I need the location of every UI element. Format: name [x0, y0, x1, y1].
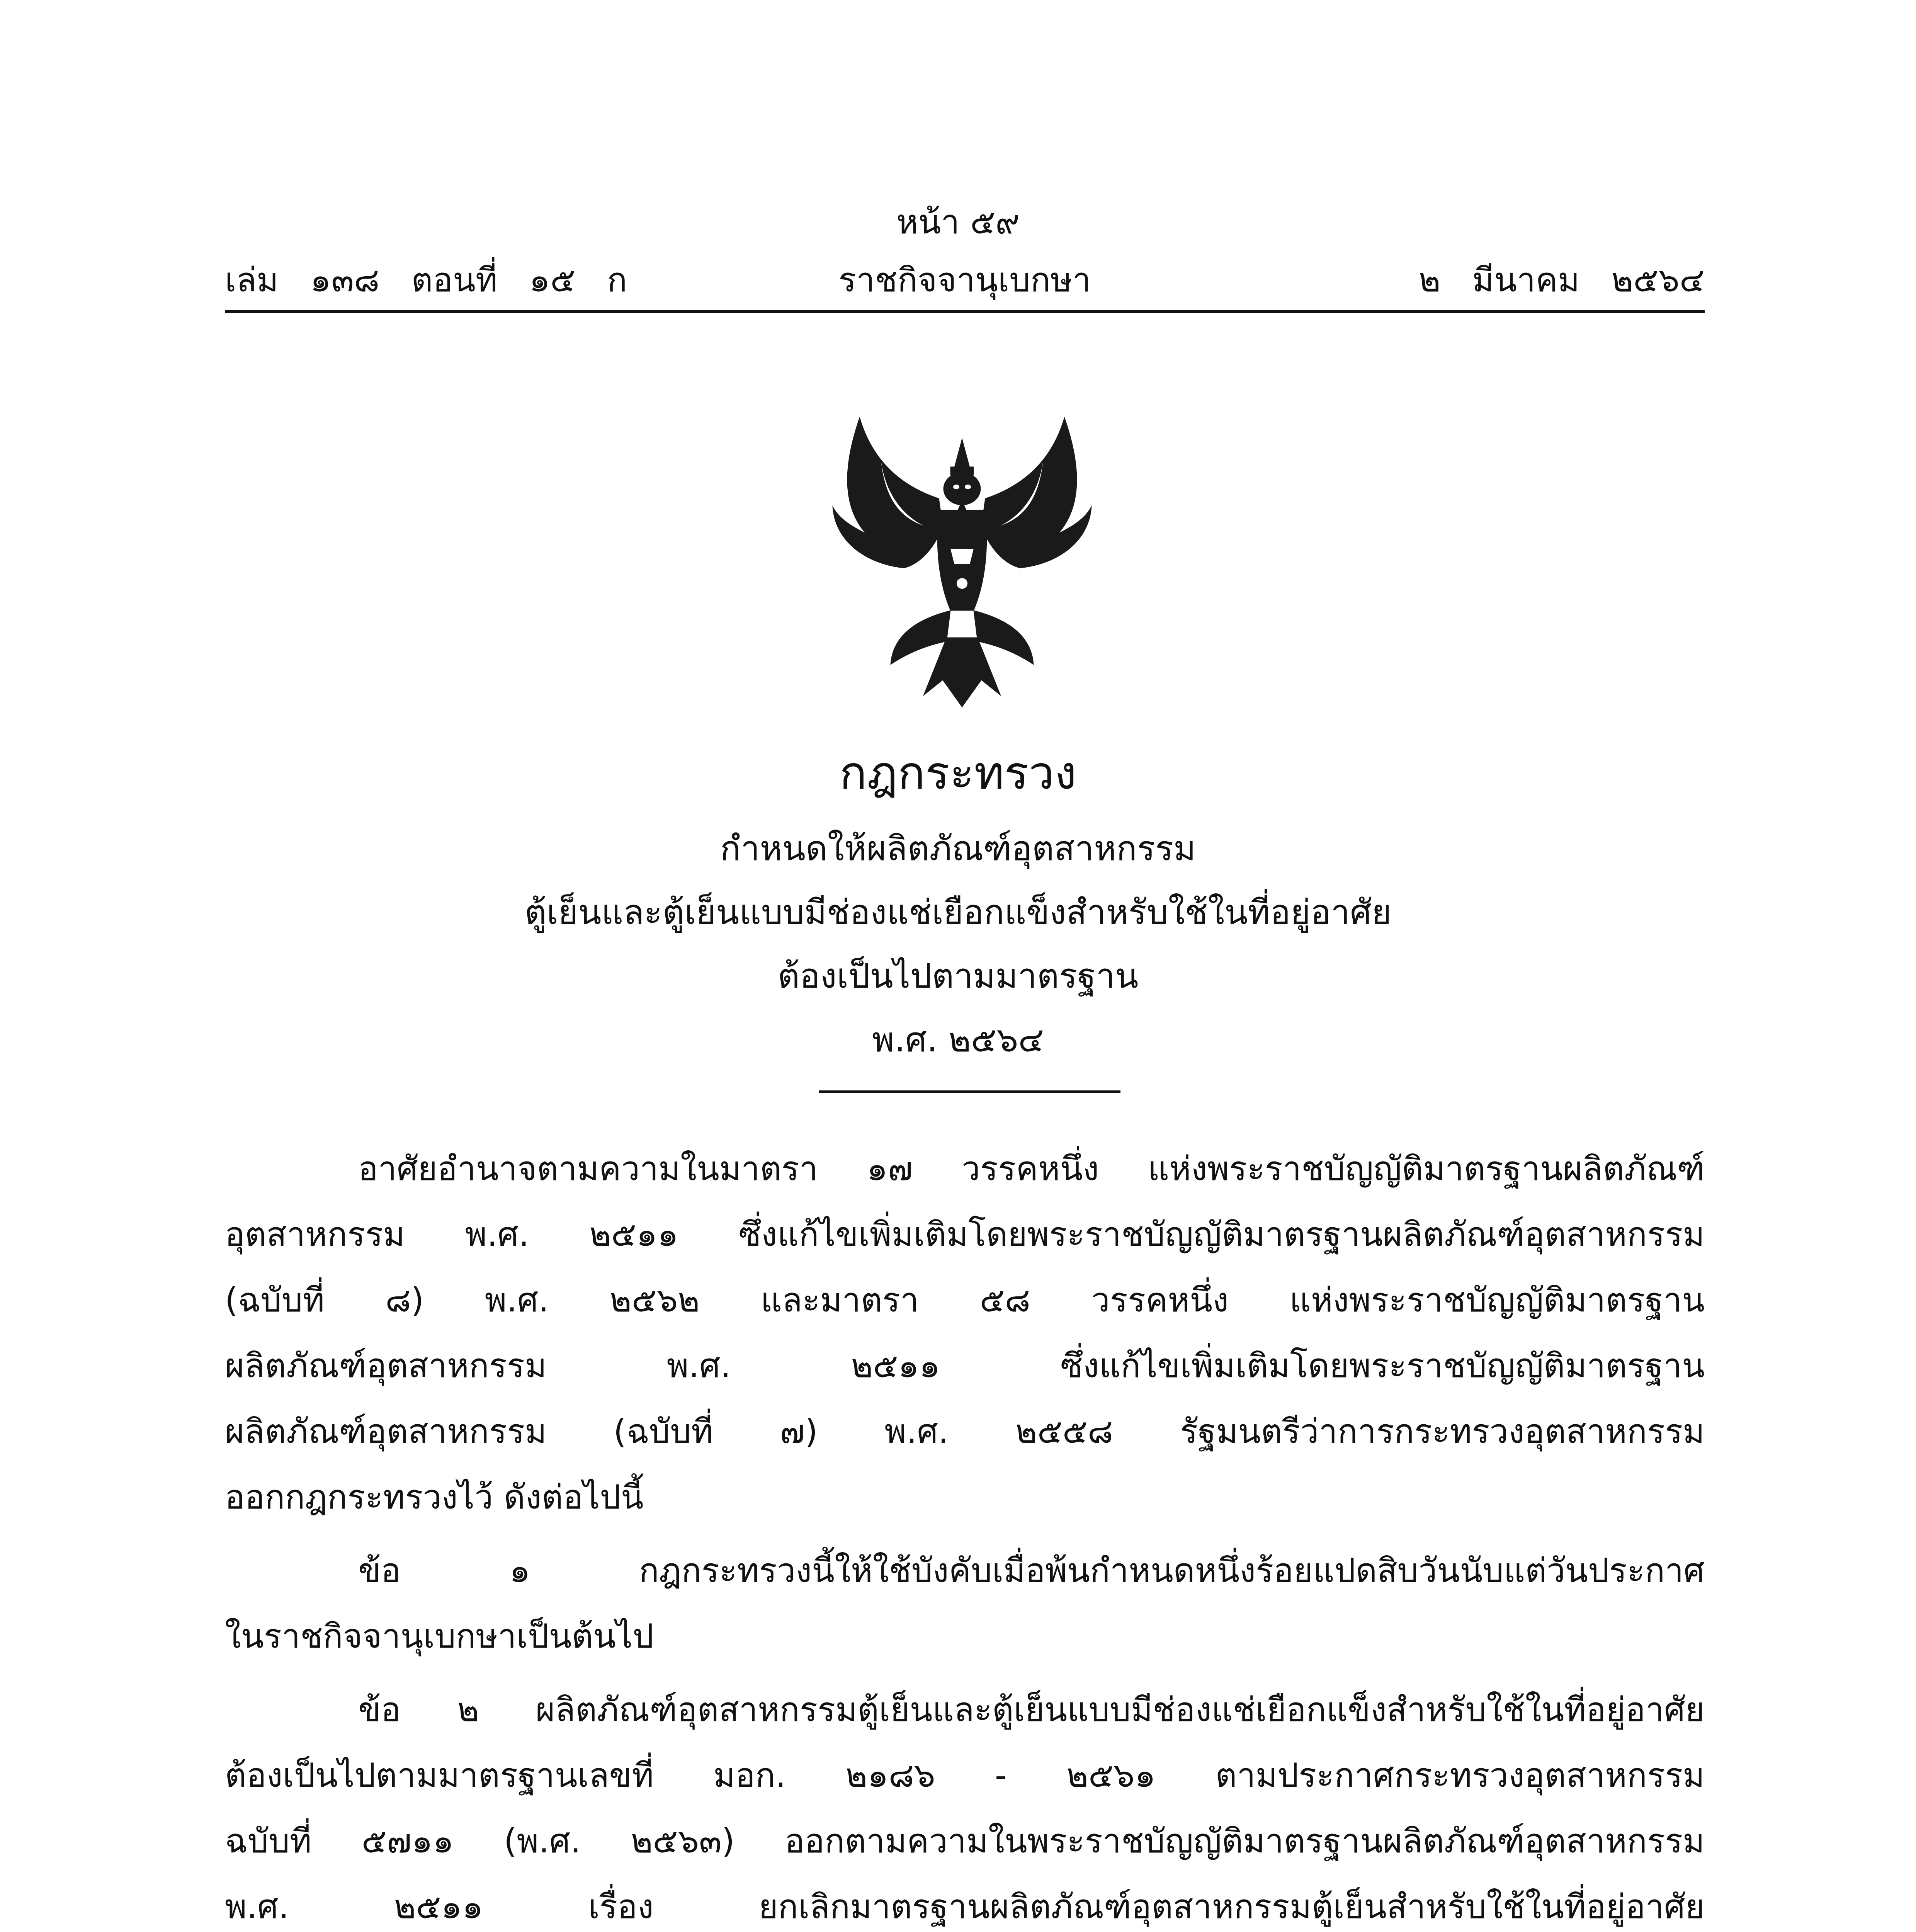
- gazette-header: [225, 253, 1705, 303]
- subtitle-line-2: ตู้เย็นและตู้เย็นแบบมีช่องแช่เยือกแข็งสำหรับใช้ในที่อยู่อาศัย: [524, 892, 1392, 932]
- body-line: ผลิตภัณฑ์อุตสาหกรรม พ.ศ. ๒๕๑๑ ซึ่งแก้ไขเพิ่มเติมโดยพระราชบัญญัติมาตรฐาน: [225, 1347, 1705, 1385]
- body-line: ข้อ ๒ ผลิตภัณฑ์อุตสาหกรรมตู้เย็นและตู้เย็นแบบมีช่องแช่เยือกแข็งสำหรับใช้ในที่อยู่อาศัย: [358, 1690, 1705, 1729]
- volume-info: เล่ม ๑๓๘ ตอนที่ ๑๕ ก: [225, 261, 627, 299]
- body-line: ผลิตภัณฑ์อุตสาหกรรม (ฉบับที่ ๗) พ.ศ. ๒๕๕๘ รัฐมนตรีว่าการกระทรวงอุตสาหกรรม: [225, 1412, 1705, 1451]
- body-line: ข้อ ๑ กฎกระทรวงนี้ให้ใช้บังคับเมื่อพ้นกำหนดหนึ่งร้อยแปดสิบวันนับแต่วันประกาศ: [358, 1551, 1705, 1590]
- body-line: ฉบับที่ ๕๗๑๑ (พ.ศ. ๒๕๖๓) ออกตามความในพระราชบัญญัติมาตรฐานผลิตภัณฑ์อุตสาหกรรม: [225, 1822, 1705, 1861]
- publication-date: ๒ มีนาคม ๒๕๖๔: [1418, 261, 1705, 299]
- body-line: พ.ศ. ๒๕๑๑ เรื่อง ยกเลิกมาตรฐานผลิตภัณฑ์อุตสาหกรรมตู้เย็นสำหรับใช้ในที่อยู่อาศัย: [225, 1888, 1705, 1926]
- body-line: (ฉบับที่ ๘) พ.ศ. ๒๕๖๒ และมาตรา ๕๘ วรรคหนึ่ง แห่งพระราชบัญญัติมาตรฐาน: [225, 1281, 1705, 1320]
- subtitle-line-1: กำหนดให้ผลิตภัณฑ์อุตสาหกรรม: [720, 828, 1196, 868]
- header-divider: [225, 310, 1705, 313]
- title-divider: [819, 1090, 1120, 1093]
- body-line: ต้องเป็นไปตามมาตรฐานเลขที่ มอก. ๒๑๘๖ - ๒๕๖๑ ตามประกาศกระทรวงอุตสาหกรรม: [225, 1756, 1705, 1795]
- body-line: ในราชกิจจานุเบกษาเป็นต้นไป: [225, 1617, 654, 1656]
- subtitle-year: พ.ศ. ๒๕๖๔: [872, 1020, 1044, 1060]
- body-line: ออกกฎกระทรวงไว้ ดังต่อไปนี้: [225, 1478, 644, 1517]
- document-title: กฎกระทรวง: [839, 746, 1077, 799]
- body-line: อาศัยอำนาจตามความในมาตรา ๑๗ วรรคหนึ่ง แห่งพระราชบัญญัติมาตรฐานผลิตภัณฑ์: [358, 1150, 1705, 1188]
- garuda-emblem-icon: [823, 402, 1101, 711]
- body-line: อุตสาหกรรม พ.ศ. ๒๕๑๑ ซึ่งแก้ไขเพิ่มเติมโดยพระราชบัญญัติมาตรฐานผลิตภัณฑ์อุตสาหกรรม: [225, 1215, 1705, 1254]
- gazette-name: ราชกิจจานุเบกษา: [838, 261, 1091, 299]
- subtitle-line-3: ต้องเป็นไปตามมาตรฐาน: [777, 956, 1139, 996]
- page-number: หน้า ๕๙: [896, 203, 1020, 242]
